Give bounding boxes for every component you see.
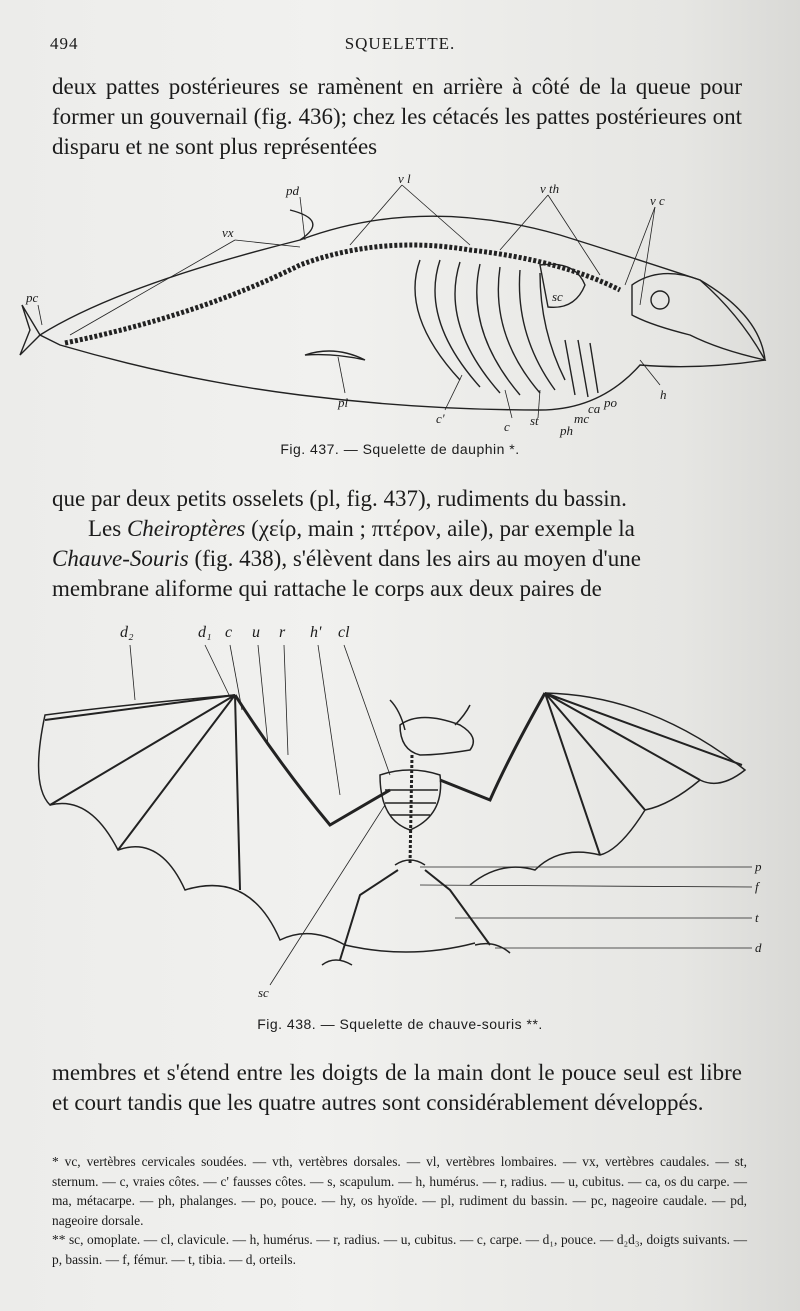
label-pd: pd [286,183,299,198]
label-d: d [755,940,762,955]
label-vth: v th [540,181,560,196]
label-c: c [504,419,510,434]
paragraph-3 [52,1058,742,1118]
label-ph: ph [560,423,573,438]
paragraph-2-line-4: membrane aliforme qui rattache le corps aux deux paires de [52,576,602,601]
label-ca: ca [588,401,601,416]
paragraph-3-text: membres et s'étend entre les doigts de la main dont le pouce seul est libre et court tandis que les quatre autres sont considérablement développés. [52,1060,742,1115]
label-st: st [530,413,539,428]
paragraph-2-line-3-post: (fig. 438), s'élèvent dans les airs au moyen d'une [188,546,641,571]
bat-skeleton-illustration [0,615,800,1010]
running-head [50,34,750,58]
label-po: po [604,395,617,410]
label-r: r [279,624,286,641]
figure-438-caption: Fig. 438. — Squelette de chauve-souris **. [257,1016,543,1032]
label-h: h [660,387,667,402]
running-title: SQUELETTE. [344,34,456,53]
label-vc: v c [650,193,665,208]
paragraph-2-line-2-post: (χείρ, main ; πτέρον, aile), par exemple la [245,516,635,541]
label-f: f [755,879,759,894]
label-p: p [755,859,762,874]
figure-437 [0,165,800,465]
label-c-carpe: c [225,624,233,641]
label-t: t [755,910,759,925]
label-sc: sc [258,985,269,1000]
figure-438 [0,615,800,1035]
paragraph-1 [52,72,742,162]
figure-437-caption: Fig. 437. — Squelette de dauphin *. [280,441,520,457]
term-cheiropteres: Cheiroptères [126,516,246,541]
label-d1: d₁ [198,624,212,641]
label-sc: sc [552,289,563,304]
label-pl: pl [338,395,349,410]
paragraph-2-line-3 [52,544,742,574]
footnote-bat: ** sc, omoplate. — cl, clavicule. — h, humérus. — r, radius. — u, cubitus. — c, carpe. — d₁, pouce. — d₂d₃, doigts suivants. — p, bassin. — f, fémur. — t, tibia. — d, orteils. [52,1232,747,1267]
label-vx: vx [222,225,234,240]
label-cl: cl [338,624,350,641]
label-h-prime: h' [310,624,322,641]
dolphin-skeleton-illustration [0,165,800,455]
paragraph-1-text: deux pattes postérieures se ramènent en arrière à côté de la queue pour former un gouvernail (fig. 436); chez les cétacés les pattes postérieures ont disparu et ne sont plus représentées [52,74,742,159]
label-d2: d₂ [120,624,134,641]
paragraph-2-line-1: que par deux petits osselets (pl, fig. 437), rudiments du bassin. [52,486,627,511]
paragraph-2 [52,484,742,604]
footnotes [52,1152,747,1269]
paragraph-2-line-2-pre: Les [88,516,122,541]
paragraph-2-line-2 [52,514,742,544]
label-vl: v l [398,171,411,186]
footnote-dolphin: * vc, vertèbres cervicales soudées. — vth, vertèbres dorsales. — vl, vertèbres lombaires. — vx, vertèbres caudales. — st, sternum. — c, vraies côtes. — c' fausses côtes. — s, scapulum. — h, humérus. — r, radius. — u, cubitus. — ca, os du carpe. — ma, métacarpe. — ph, phalanges. — po, pouce. — hy, os hyoïde. — pl, rudiment du bassin. — pc, nageoire caudale. — pd, nageoire dorsale. [52,1154,747,1228]
label-mc: mc [574,411,590,426]
page-number: 494 [50,34,79,53]
label-u: u [252,624,260,641]
term-chauve-souris: Chauve-Souris [52,546,189,571]
label-pc: pc [26,290,39,305]
label-c-prime: c' [436,411,445,426]
